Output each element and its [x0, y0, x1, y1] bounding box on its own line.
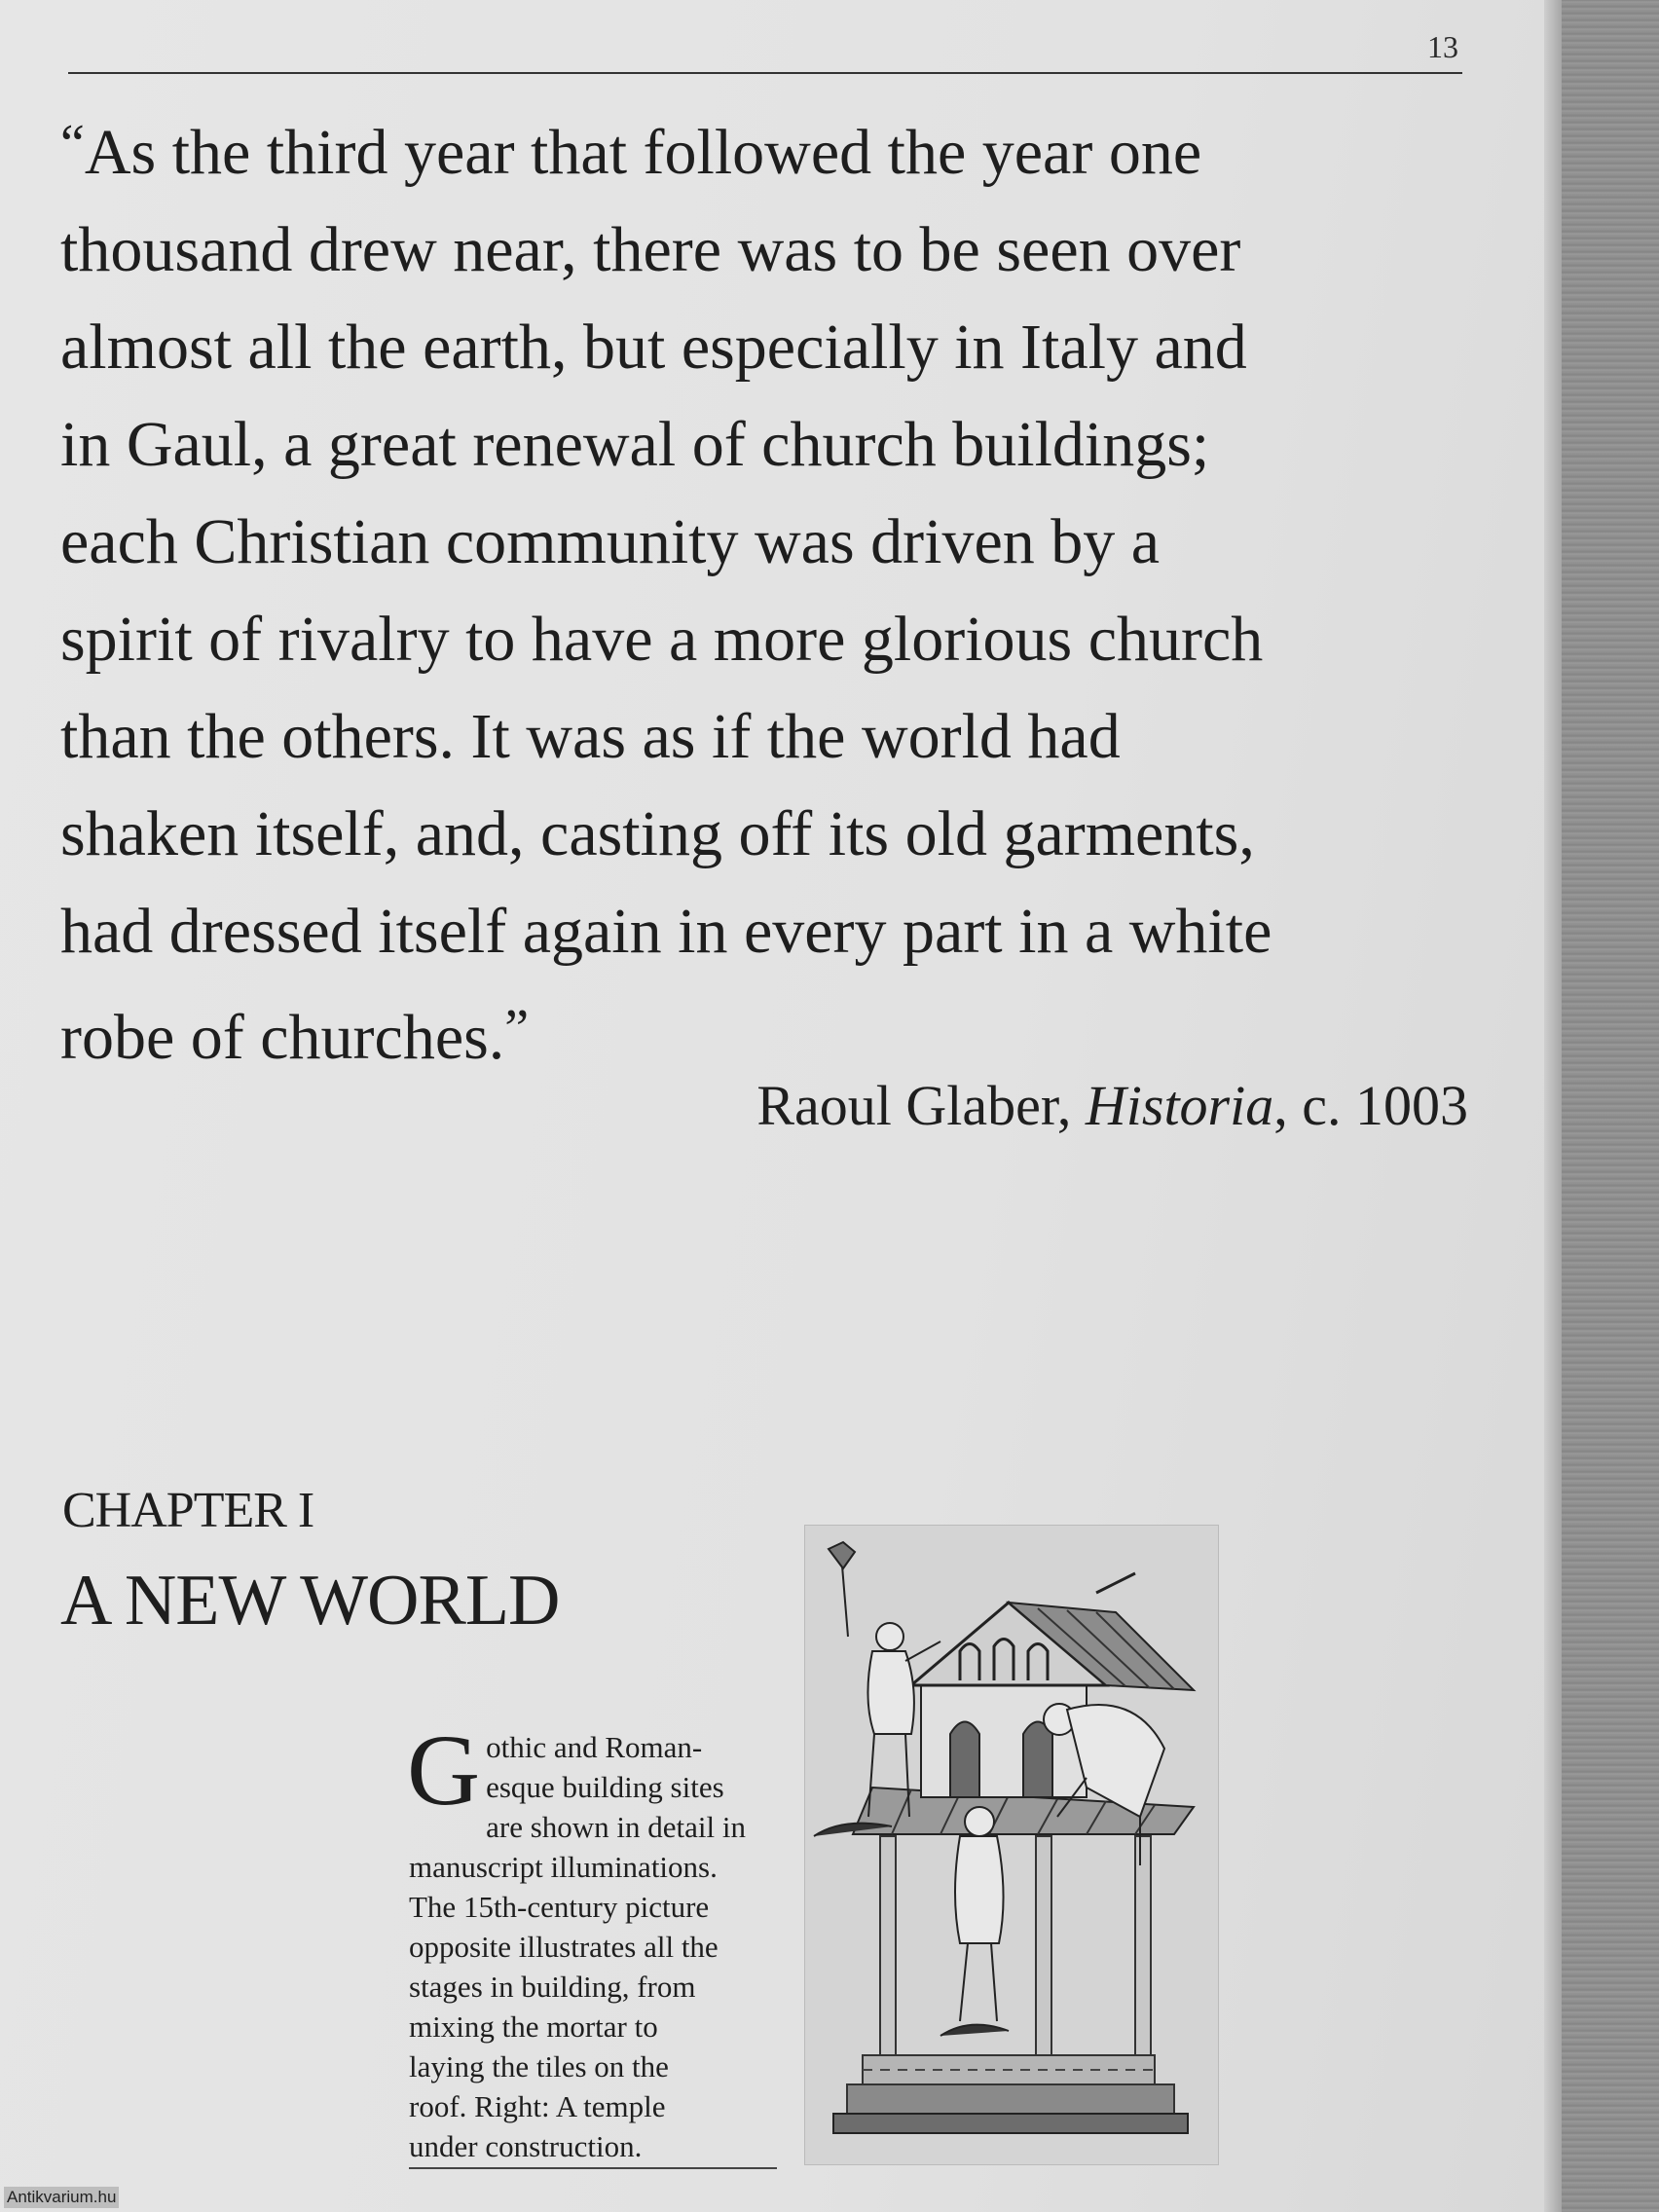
page-gutter-shadow: [1544, 0, 1562, 2212]
caption-line: mixing the mortar to: [409, 2009, 658, 2044]
caption-line: laying the tiles on the: [409, 2049, 669, 2083]
attribution-author: Raoul Glaber,: [756, 1074, 1086, 1137]
caption-dropcap: G: [407, 1714, 481, 1826]
epigraph-quote: [60, 95, 1482, 1087]
quote-line: in Gaul, a great renewal of church buildings;: [60, 409, 1210, 480]
quote-line: than the others. It was as if the world had: [60, 701, 1121, 772]
temple-construction-drawing: [804, 1525, 1219, 2165]
caption-line: The 15th-century picture: [409, 1890, 710, 1924]
caption-line: under construction.: [409, 2129, 643, 2163]
manuscript-illustration: [804, 1525, 1219, 2165]
quote-attribution: [756, 1073, 1468, 1138]
caption-line: esque building sites: [486, 1770, 724, 1804]
open-quote-mark: “: [60, 114, 85, 174]
quote-line: shaken itself, and, casting off its old garments,: [60, 798, 1255, 869]
close-quote-mark: ”: [504, 999, 530, 1059]
watermark: Antikvarium.hu: [4, 2187, 119, 2208]
quote-line: each Christian community was driven by a: [60, 506, 1161, 577]
quote-line: had dressed itself again in every part in a white: [60, 896, 1272, 967]
attribution-work: Historia: [1085, 1074, 1274, 1137]
caption-line: roof. Right: A temple: [409, 2089, 666, 2123]
caption-line: are shown in detail in: [486, 1810, 746, 1844]
quote-line: almost all the earth, but especially in Italy and: [60, 312, 1247, 383]
caption-text: [407, 1714, 789, 2166]
chapter-number: CHAPTER I: [62, 1483, 314, 1538]
chapter-title: A NEW WORLD: [60, 1561, 560, 1641]
page-number: 13: [1427, 29, 1458, 64]
caption-line: othic and Roman-: [486, 1730, 703, 1764]
quote-line: thousand drew near, there was to be seen over: [60, 214, 1241, 285]
header-rule: [68, 72, 1462, 74]
caption-line: opposite illustrates all the: [409, 1930, 719, 1964]
book-page-edges: [1562, 0, 1659, 2212]
quote-line: robe of churches.”: [60, 999, 530, 1073]
attribution-date: , c. 1003: [1273, 1074, 1468, 1137]
caption-line: manuscript illuminations.: [409, 1850, 718, 1884]
caption-line: stages in building, from: [409, 1970, 696, 2004]
quote-line: “As the third year that followed the year one: [60, 114, 1202, 188]
quote-line: spirit of rivalry to have a more glorious church: [60, 604, 1264, 675]
caption-rule: [409, 2167, 777, 2169]
